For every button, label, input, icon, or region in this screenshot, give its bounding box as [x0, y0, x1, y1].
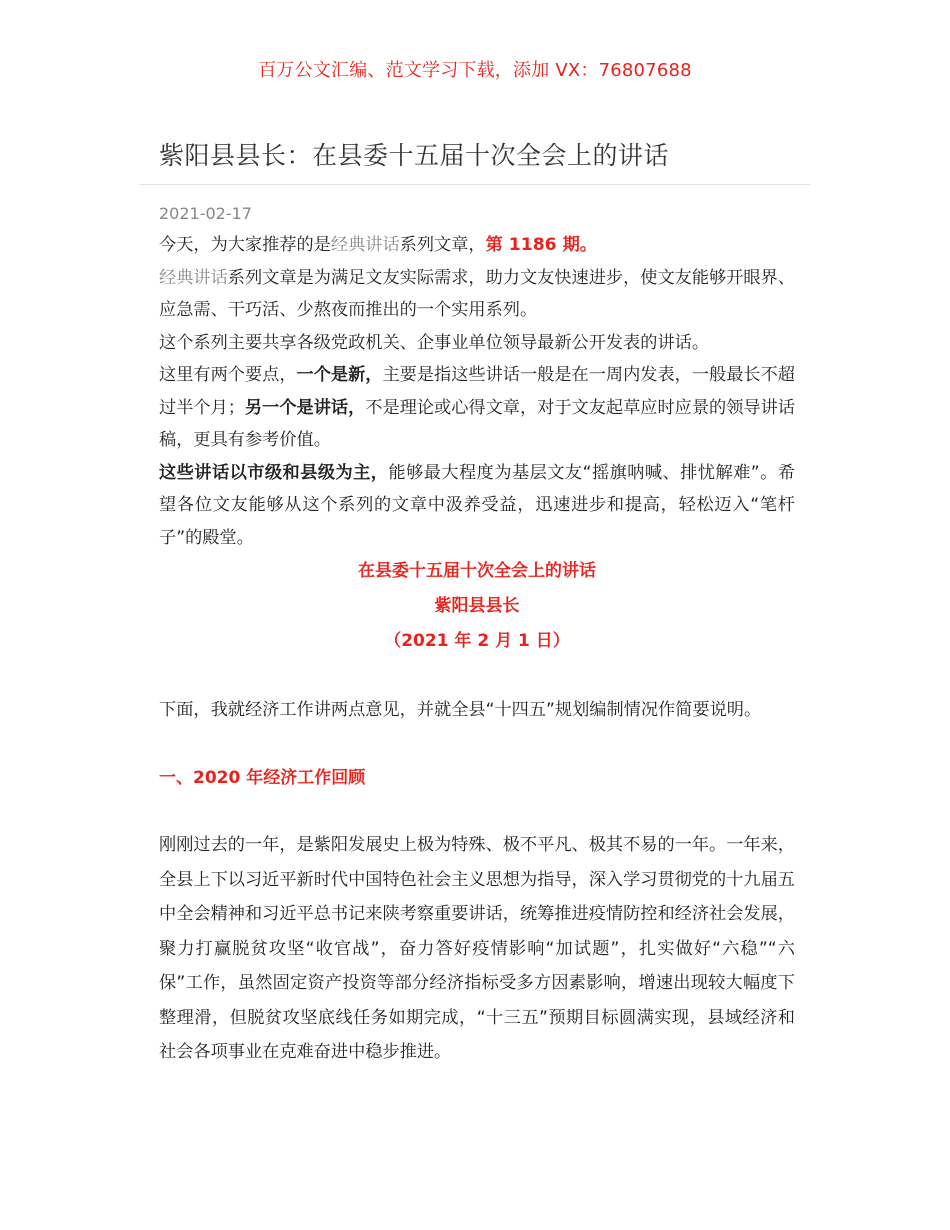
- intro-paragraph-2: [159, 262, 795, 327]
- emphasis-text: 一个是新，: [296, 365, 383, 385]
- intro-text: 主要是指这些讲话一般是在一周内发表，一般最长不超过半个月；: [159, 365, 795, 418]
- speech-date: （2021 年 2 月 1 日）: [384, 631, 570, 651]
- series-name: 经典讲话: [330, 235, 400, 255]
- emphasis-text: 另一个是讲话，: [244, 397, 366, 418]
- intro-paragraph-5: [159, 457, 795, 555]
- intro-text: 能够最大程度为基层文友“摇旗呐喊、排忧解难”。希望各位文友能够从这个系列的文章中汲养受益，迅速进步和提高，轻松迈入“笔杆子”的殿堂。: [159, 462, 795, 548]
- intro-paragraph-3: 这个系列主要共享各级党政机关、企事业单位领导最新公开发表的讲话。: [159, 332, 710, 353]
- publish-date: 2021-02-17: [159, 204, 252, 223]
- issue-number: 第 1186 期。: [485, 235, 597, 255]
- article-body: [159, 229, 795, 1070]
- promo-banner: 百万公文汇编、范文学习下载，添加 VX：76807688: [258, 60, 692, 81]
- emphasis-text: 这些讲话以市级和县级为主，: [159, 462, 389, 483]
- intro-text: 系列文章，: [399, 235, 486, 255]
- intro-paragraph-1: [159, 229, 795, 262]
- speech-title: 在县委十五届十次全会上的讲话: [358, 561, 596, 581]
- article-title: 紫阳县县长：在县委十五届十次全会上的讲话: [159, 141, 670, 170]
- intro-text: 今天，为大家推荐的是: [159, 235, 331, 255]
- series-name: 经典讲话: [159, 267, 228, 288]
- section-body: 刚刚过去的一年，是紫阳发展史上极为特殊、极不平凡、极其不易的一年。一年来，全县上下以习近平新时代中国特色社会主义思想为指导，深入学习贯彻党的十九届五中全会精神和习近平总书记来陕考察重要讲话，统筹推进疫情防控和经济社会发展，聚力打赢脱贫攻坚“收官战”，奋力答好疫情影响“加试题”，扎实做好“六稳”“六保”工作，虽然固定资产投资等部分经济指标受多方因素影响，增速出现较大幅度下整理滑，但脱贫攻坚底线任务如期完成，“十三五”预期目标圆满实现，县域经济和社会各项事业在克难奋进中稳步推进。: [159, 835, 795, 1062]
- section-heading: 一、2020 年经济工作回顾: [159, 767, 366, 788]
- intro-text: 系列文章是为满足文友实际需求，助力文友快速进步，使文友能够开眼界、应急需、干巧活、少熬夜而推出的一个实用系列。: [159, 267, 795, 320]
- intro-text: 这里有两个要点，: [159, 365, 297, 385]
- intro-text: 不是理论或心得文章，对于文友起草应时应景的领导讲话稿，更具有参考价值。: [159, 397, 795, 450]
- speech-speaker: 紫阳县县长: [434, 596, 520, 616]
- title-divider: [140, 184, 810, 185]
- speech-opening: 下面，我就经济工作讲两点意见，并就全县“十四五”规划编制情况作简要说明。: [159, 700, 762, 720]
- intro-paragraph-4: [159, 359, 795, 457]
